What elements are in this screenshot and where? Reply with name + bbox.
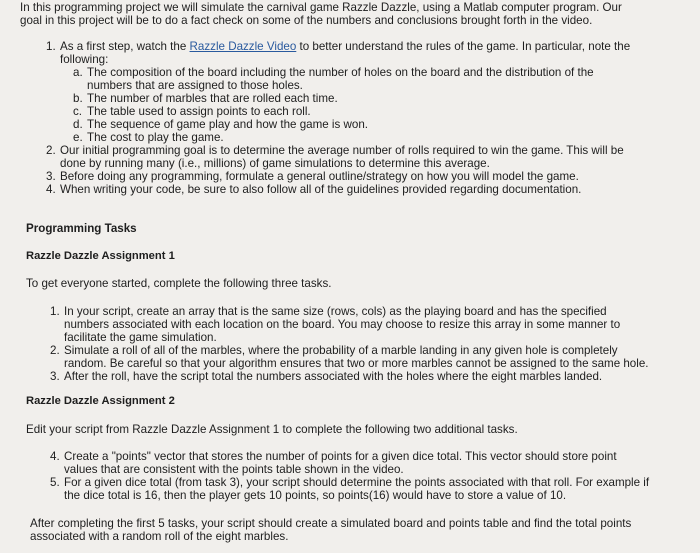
closing-line: associated with a random roll of the eight marbles. [30,530,289,543]
list-number: 3. [50,370,60,383]
task-text: In your script, create an array that is the same size (rows, cols) as the playing board and has the specified [64,305,607,318]
list-number: 3. [46,170,56,183]
substep-text: The cost to play the game. [87,131,224,144]
substep-list [46,66,686,144]
task-text: For a given dice total (from task 3), your script should determine the points associated with that roll. For example if [64,476,650,489]
programming-tasks-heading: Programming Tasks [26,222,137,235]
list-marker: a. [73,66,83,79]
task-text: random. Be careful so that your algorithm ensures that two or more marbles cannot be assigned to the same hole. [64,357,649,370]
razzle-dazzle-video-link[interactable]: Razzle Dazzle Video [189,40,297,53]
substep-text: The table used to assign points to each roll. [87,105,311,118]
intro-line: In this programming project we will simulate the carnival game Razzle Dazzle, using a Matlab computer program. Our [20,1,622,14]
list-item [50,476,690,502]
list-item [46,170,686,183]
list-number: 1. [50,305,60,318]
closing-paragraph [30,517,680,543]
substep-text: numbers that are assigned to those holes. [87,79,303,92]
step-text: done by running many (i.e., millions) of game simulations to determine this average. [60,157,490,170]
assignment-2-intro: Edit your script from Razzle Dazzle Assignment 1 to complete the following two additional tasks. [26,423,518,436]
step-text: Before doing any programming, formulate a general outline/strategy on how you will model the game. [60,170,579,183]
substep-text: The sequence of game play and how the game is won. [87,118,369,131]
step-text: to better understand the rules of the game. In particular, note the [296,40,631,53]
substep-text: The number of marbles that are rolled each time. [87,92,338,105]
list-item [50,450,690,476]
assignment-2-task-list [50,450,690,502]
assignment-1-intro: To get everyone started, complete the following three tasks. [26,277,332,290]
list-item [50,370,690,383]
step-text: Our initial programming goal is to determine the average number of rolls required to win the game. This will be [60,144,624,157]
step-text: As a first step, watch the [60,40,190,53]
list-number: 2. [50,344,60,357]
list-item [50,344,690,370]
list-item [73,92,686,105]
overview-list [46,40,686,196]
list-item [50,305,690,344]
task-text: Create a "points" vector that stores the number of points for a given dice total. This vector should store point [64,450,617,463]
closing-line: After completing the first 5 tasks, your script should create a simulated board and points table and find the total points [30,517,632,530]
intro-line: goal in this project will be to do a fact check on some of the numbers and conclusions brought forth in the video. [20,14,593,27]
assignment-1-task-list [50,305,690,383]
list-number: 1. [46,40,56,53]
list-item [46,183,686,196]
task-text: the dice total is 16, then the player gets 10 points, so points(16) would have to store a value of 10. [64,489,567,502]
substep-text: The composition of the board including the number of holes on the board and the distribution of the [87,66,594,79]
list-number: 4. [50,450,60,463]
list-item [73,118,686,131]
task-text: Simulate a roll of all of the marbles, where the probability of a marble landing in any given hole is completely [64,344,618,357]
task-text: numbers associated with each location on the board. You may choose to resize this array in some manner to [64,318,621,331]
list-marker: b. [73,92,83,105]
list-item [46,40,686,66]
list-item [73,66,686,92]
list-number: 2. [46,144,56,157]
list-item [46,144,686,170]
step-text: When writing your code, be sure to also follow all of the guidelines provided regarding documentation. [60,183,582,196]
list-number: 5. [50,476,60,489]
step-text: following: [60,53,109,66]
list-marker: c. [73,105,83,118]
assignment-2-heading: Razzle Dazzle Assignment 2 [26,395,175,407]
assignment-1-heading: Razzle Dazzle Assignment 1 [26,250,175,262]
list-item [73,131,686,144]
list-item [73,105,686,118]
list-number: 4. [46,183,56,196]
task-text: values that are consistent with the points table shown in the video. [64,463,404,476]
list-marker: e. [73,131,83,144]
task-text: facilitate the game simulation. [64,331,217,344]
intro-paragraph [20,1,680,27]
list-marker: d. [73,118,83,131]
task-text: After the roll, have the script total the numbers associated with the holes where the eight marbles landed. [64,370,603,383]
